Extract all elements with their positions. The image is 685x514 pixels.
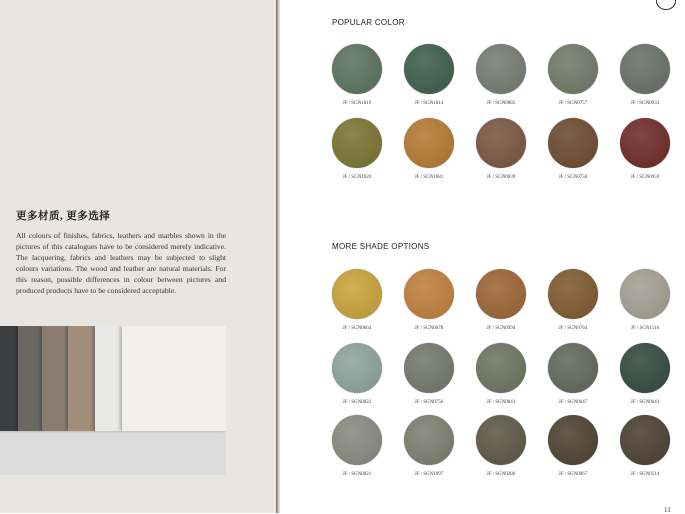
swatch-circle [476,269,526,319]
swatch-label: JF / SGN0822 [342,400,372,405]
color-swatch [465,118,537,180]
color-swatch [609,269,681,331]
fabric-strip [0,326,20,431]
color-swatch [465,269,537,331]
color-swatch [321,44,393,106]
color-swatch [465,343,537,405]
swatch-circle [476,118,526,168]
swatch-label: JF / SGN0843 [486,400,516,405]
popular-color-title: POPULAR COLOR [332,18,405,27]
swatch-circle [332,269,382,319]
color-swatch [609,343,681,405]
swatch-label: JF / SGN1020 [342,175,372,180]
swatch-circle [404,118,454,168]
swatch-circle [620,269,670,319]
swatch-label: JF / SGN0756 [414,400,444,405]
swatch-circle [476,44,526,94]
swatch-label: JF / SGN0758 [558,175,588,180]
color-swatch [537,44,609,106]
swatch-circle [404,343,454,393]
swatch-label: JF / SGN1014 [414,101,444,106]
color-swatch [609,415,681,477]
swatch-label: JF / SGN0647 [558,400,588,405]
swatch-label: JF / SGN0764 [558,326,588,331]
swatch-label: JF / SGN0959 [630,175,660,180]
swatch-circle [332,343,382,393]
page-number: 11 [664,506,671,514]
color-swatch [393,343,465,405]
swatch-circle [548,44,598,94]
swatch-label: JF / SGN0994 [486,326,516,331]
swatch-circle [548,343,598,393]
swatch-label: JF / SGN1019 [342,101,372,106]
swatch-circle [620,415,670,465]
swatch-label: JF / SGN0839 [486,175,516,180]
color-swatch [465,415,537,477]
color-swatch [321,269,393,331]
swatch-label: JF / SGN0514 [630,472,660,477]
swatch-circle [548,415,598,465]
swatch-label: JF / SGN0643 [630,400,660,405]
fabric-strip [42,326,70,431]
swatch-circle [332,118,382,168]
swatch-circle [332,415,382,465]
swatch-label: JF / SGN0757 [558,101,588,106]
color-swatch [537,269,609,331]
color-swatch [393,44,465,106]
color-swatch [609,44,681,106]
swatch-circle [620,44,670,94]
fabric-strip [18,326,44,431]
fabric-strip [68,326,97,431]
swatch-label: JF / SGN1097 [414,472,444,477]
more-shade-title: MORE SHADE OPTIONS [332,242,430,251]
swatch-label: JF / SGN0288 [486,472,516,477]
brand-logo [656,0,676,10]
color-swatch [537,415,609,477]
page-spine [276,0,280,513]
swatch-label: JF / SGN1116 [630,326,660,331]
color-swatch [321,118,393,180]
swatch-circle [404,269,454,319]
swatch-label: JF / SGN0664 [342,326,372,331]
disclaimer-paragraph: All colours of finishes, fabrics, leathers and marbles shown in the pictures of this catalogues have to be considered merely indicative. The lacquering, fabrics and leathers may be subjected to slight colours variations. The wood and leather are natural materials. For this reason, possible differences in colour between pictures and produced products have to be considered acceptable. [16,231,226,295]
swatch-label: JF / SGN1081 [414,175,444,180]
fabric-samples-photo [0,326,226,475]
chinese-heading: 更多材质, 更多选择 [16,211,111,222]
swatch-circle [548,269,598,319]
left-page [0,0,276,513]
fabric-strip [95,326,124,431]
swatch-label: JF / SGN0078 [414,326,444,331]
swatch-circle [620,118,670,168]
color-swatch [393,415,465,477]
swatch-label: JF / SGN0885 [486,101,516,106]
swatch-circle [476,415,526,465]
fabric-strip [122,326,226,431]
color-swatch [393,118,465,180]
color-swatch [321,343,393,405]
swatch-label: JF / SGN0967 [558,472,588,477]
color-swatch [537,118,609,180]
color-swatch [609,118,681,180]
swatch-circle [332,44,382,94]
swatch-circle [620,343,670,393]
color-swatch [393,269,465,331]
color-swatch [321,415,393,477]
swatch-circle [548,118,598,168]
swatch-label: JF / SGN0821 [342,472,372,477]
swatch-circle [404,415,454,465]
swatch-circle [404,44,454,94]
swatch-label: JF / SGN0933 [630,101,660,106]
color-swatch [465,44,537,106]
swatch-circle [476,343,526,393]
color-swatch [537,343,609,405]
